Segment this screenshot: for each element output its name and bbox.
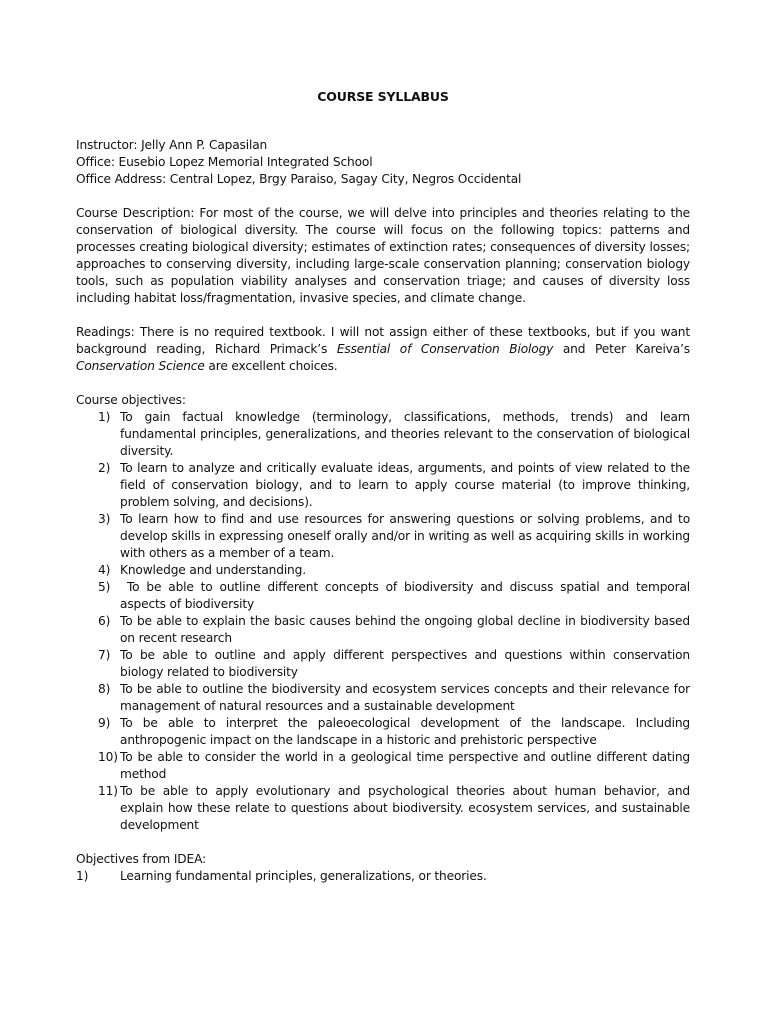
objective-item: [76, 783, 690, 834]
objective-number: 11): [98, 784, 118, 798]
readings-book-2: Conservation Science: [76, 359, 205, 373]
objective-item: [76, 409, 690, 460]
office-line: Office: Eusebio Lopez Memorial Integrated School: [76, 155, 373, 169]
readings-text-3: are excellent choices.: [204, 359, 338, 373]
idea-objectives-heading: Objectives from IDEA:: [76, 852, 207, 866]
objective-number: 7): [98, 648, 111, 662]
readings-paragraph: [76, 324, 690, 375]
objective-number: 1): [98, 410, 111, 424]
syllabus-page: [76, 88, 694, 885]
objective-item: [76, 749, 690, 783]
objective-item: [76, 681, 690, 715]
objective-text: To be able to outline and apply different perspectives and questions within conservation biology related to biodiversity: [120, 648, 690, 679]
objective-item: [76, 579, 694, 613]
objective-number: 9): [98, 716, 111, 730]
objectives-heading: Course objectives:: [76, 393, 186, 407]
objective-item: [76, 460, 690, 511]
objective-number: 8): [98, 682, 111, 696]
objective-item: [76, 647, 690, 681]
idea-objective-item: [76, 868, 690, 885]
objective-number: 5): [98, 580, 111, 594]
objective-text: To be able to apply evolutionary and psychological theories about human behavior, and explain how these relate to questions about biodiversity. ecosystem services, and sustainable development: [120, 784, 690, 832]
objective-text: To be able to consider the world in a geological time perspective and outline different dating method: [120, 750, 690, 781]
objective-number: 2): [98, 461, 111, 475]
readings-text-2: and Peter Kareiva’s: [553, 342, 690, 356]
objective-text: To be able to explain the basic causes behind the ongoing global decline in biodiversity based on recent research: [120, 614, 690, 645]
objective-text: To be able to outline the biodiversity and ecosystem services concepts and their relevance for management of natural resources and a sustainable development: [120, 682, 690, 713]
course-description: Course Description: For most of the course, we will delve into principles and theories relating to the conservation of biological diversity. The course will focus on the following topics: patterns and processes creating biological diversity; estimates of extinction rates; consequences of diversity losses; approaches to conserving diversity, including large-scale conservation planning; conservation biology tools, such as population viability analyses and conservation triage; and causes of diversity loss including habitat loss/fragmentation, invasive species, and climate change.: [76, 206, 690, 305]
objective-item: [76, 715, 690, 749]
objectives-list: [76, 409, 694, 834]
idea-objective-number: 1): [76, 869, 89, 883]
objective-item: [76, 613, 690, 647]
objective-text: Knowledge and understanding.: [120, 563, 306, 577]
objective-text: To learn how to find and use resources for answering questions or solving problems, and to develop skills in expressing oneself orally and/or in writing as well as acquiring skills in working with others as a member of a team.: [120, 512, 690, 560]
instructor-info: [76, 137, 690, 188]
instructor-line: Instructor: Jelly Ann P. Capasilan: [76, 138, 268, 152]
objective-number: 10): [98, 750, 118, 764]
office-address-line: Office Address: Central Lopez, Brgy Paraiso, Sagay City, Negros Occidental: [76, 172, 522, 186]
objective-item: [76, 562, 690, 579]
objective-number: 4): [98, 563, 111, 577]
objective-text: To be able to interpret the paleoecological development of the landscape. Including anthropogenic impact on the landscape in a historic and prehistoric perspective: [120, 716, 690, 747]
readings-text-1: Readings: There is no required textbook. I will not assign either of these textbooks, but if you want background reading, Richard Primack’s: [76, 325, 690, 356]
objective-text: To be able to outline different concepts of biodiversity and discuss spatial and temporal aspects of biodiversity: [120, 580, 694, 611]
objective-text: To learn to analyze and critically evaluate ideas, arguments, and points of view related to the field of conservation biology, and to learn to apply course material (to improve thinking, problem solving, and decisions).: [120, 461, 690, 509]
objective-number: 6): [98, 614, 111, 628]
objective-text: To gain factual knowledge (terminology, classifications, methods, trends) and learn fundamental principles, generalizations, and theories relevant to the conservation of biological diversity.: [120, 410, 690, 458]
readings-book-1: Essential of Conservation Biology: [336, 342, 554, 356]
objective-item: [76, 511, 690, 562]
idea-objective-text: Learning fundamental principles, generalizations, or theories.: [120, 869, 487, 883]
objective-number: 3): [98, 512, 111, 526]
document-title: COURSE SYLLABUS: [317, 89, 449, 104]
